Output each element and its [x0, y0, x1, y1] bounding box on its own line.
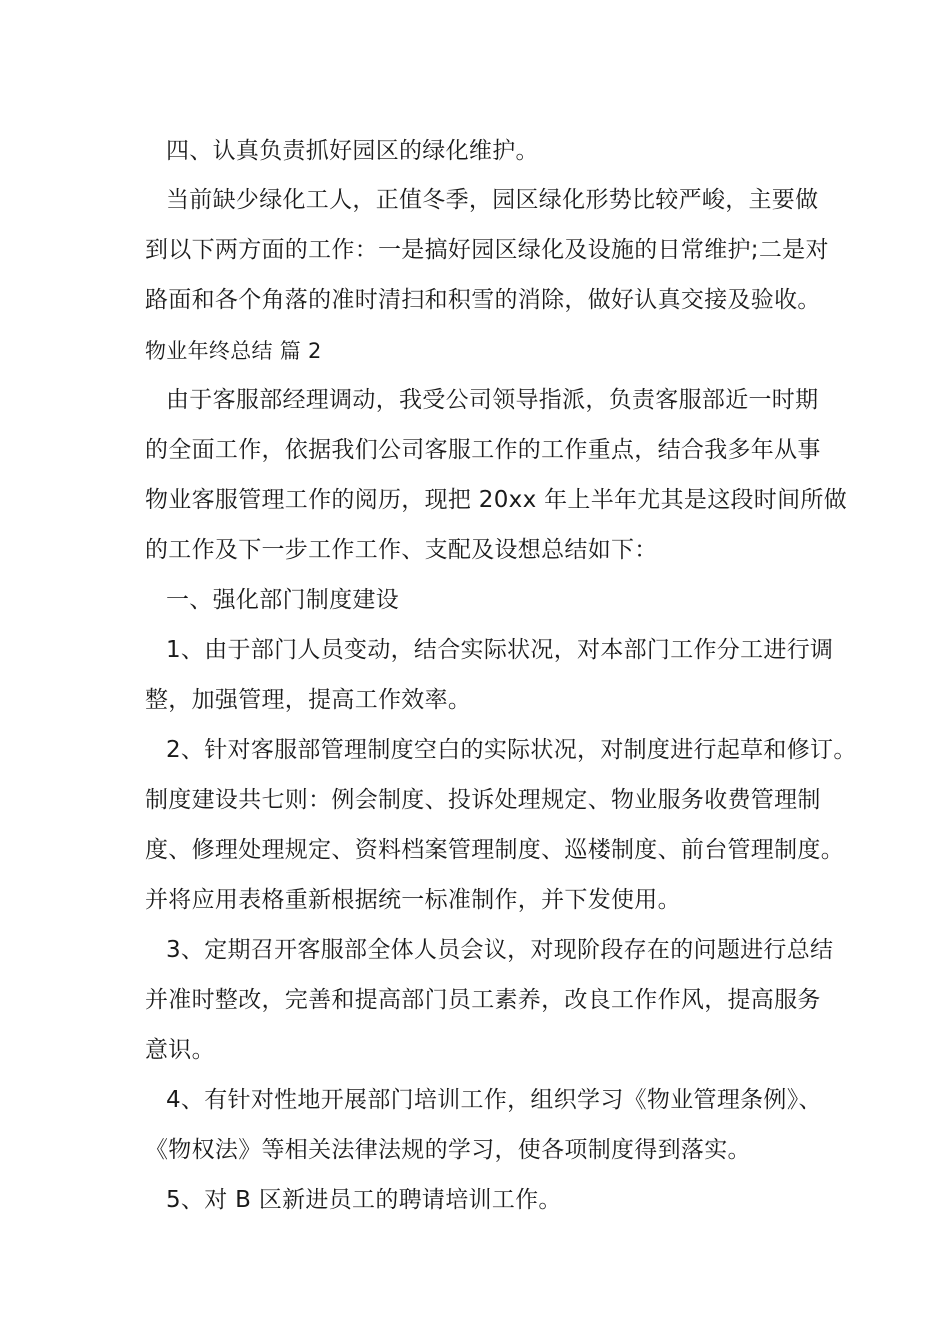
- list-item-3: 3、定期召开客服部全体人员会议，对现阶段存在的问题进行总结: [166, 937, 834, 963]
- list-item-5: 5、对 B 区新进员工的聘请培训工作。: [166, 1187, 562, 1213]
- paragraph-line: 并将应用表格重新根据统一标准制作，并下发使用。: [145, 887, 681, 913]
- paragraph-line: 整，加强管理，提高工作效率。: [145, 687, 472, 713]
- paragraph-line: 路面和各个角落的准时清扫和积雪的消除，做好认真交接及验收。: [145, 287, 821, 313]
- paragraph-line: 物业客服管理工作的阅历，现把 20xx 年上半年尤其是这段时间所做: [145, 487, 848, 513]
- paragraph-line: 意识。: [145, 1037, 215, 1063]
- paragraph-line: 的全面工作，依据我们公司客服工作的工作重点，结合我多年从事: [145, 437, 821, 463]
- paragraph-line: 《物权法》等相关法律法规的学习，使各项制度得到落实。: [145, 1137, 751, 1163]
- section-heading-greening: 四、认真负责抓好园区的绿化维护。: [166, 138, 539, 164]
- paragraph-line: 到以下两方面的工作：一是搞好园区绿化及设施的日常维护;二是对: [145, 237, 829, 263]
- paragraph-line: 当前缺少绿化工人，正值冬季，园区绿化形势比较严峻，主要做: [166, 187, 819, 213]
- section-heading-system: 一、强化部门制度建设: [166, 587, 399, 613]
- paragraph-line: 的工作及下一步工作工作、支配及设想总结如下：: [145, 537, 658, 563]
- paragraph-line: 由于客服部经理调动，我受公司领导指派，负责客服部近一时期: [166, 387, 819, 413]
- paragraph-line: 制度建设共七则：例会制度、投诉处理规定、物业服务收费管理制: [145, 787, 821, 813]
- article-heading: 物业年终总结 篇 2: [145, 339, 322, 363]
- list-item-1: 1、由于部门人员变动，结合实际状况，对本部门工作分工进行调: [166, 637, 834, 663]
- paragraph-line: 并准时整改，完善和提高部门员工素养，改良工作作风，提高服务: [145, 987, 821, 1013]
- list-item-2: 2、针对客服部管理制度空白的实际状况，对制度进行起草和修订。: [166, 737, 857, 763]
- list-item-4: 4、有针对性地开展部门培训工作，组织学习《物业管理条例》、: [166, 1087, 822, 1113]
- paragraph-line: 度、修理处理规定、资料档案管理制度、巡楼制度、前台管理制度。: [145, 837, 844, 863]
